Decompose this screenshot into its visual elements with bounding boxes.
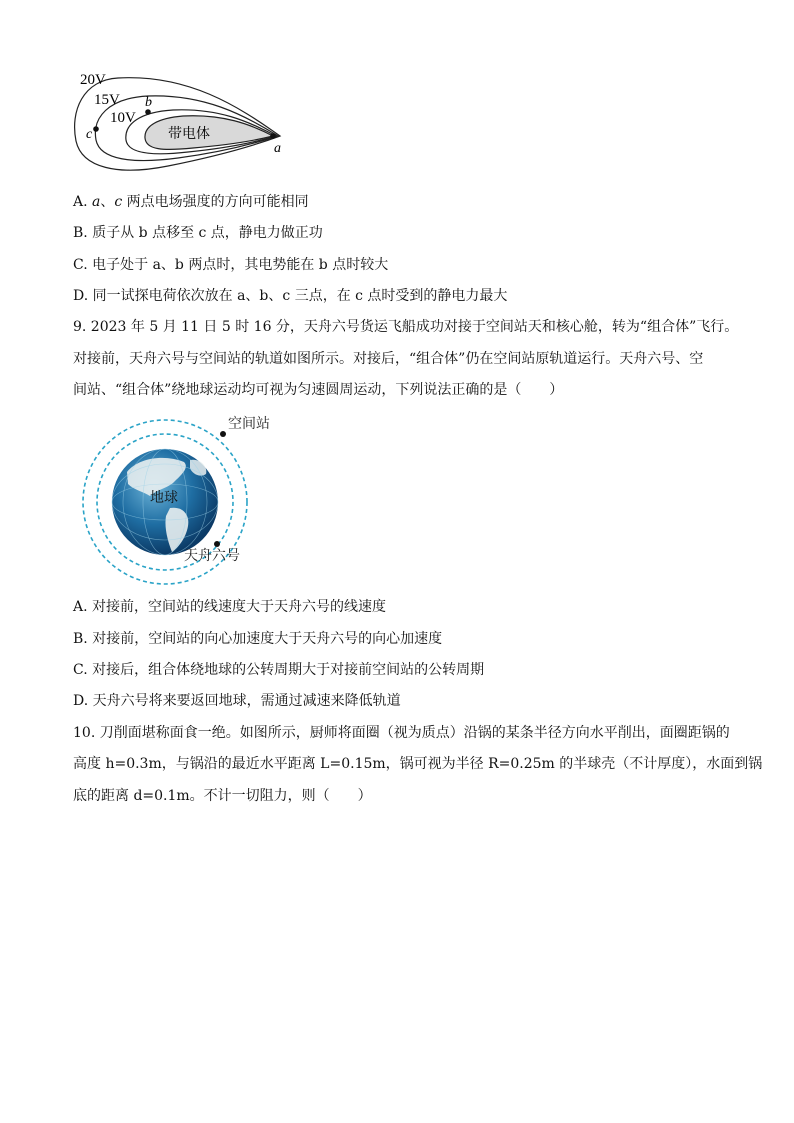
label-tianzhou: 天舟六号 (184, 548, 240, 564)
q9-option-b: B. 对接前，空间站的向心加速度大于天舟六号的向心加速度 (73, 631, 443, 647)
q9-line-3: 间站、“组合体”绕地球运动均可视为匀速圆周运动，下列说法正确的是（ ） (73, 382, 564, 398)
space-station-point (220, 431, 226, 437)
orbit-figure (72, 410, 272, 590)
q10-line-2: 高度 h=0.3m，与锅沿的最近水平距离 L=0.15m，锅可视为半径 R=0.25m 的半球壳（不计厚度），水面到锅 (73, 756, 763, 772)
label-20v: 20V (80, 72, 106, 88)
label-charged-body: 带电体 (168, 126, 210, 142)
q8-option-a: A. a、c 两点电场强度的方向可能相同 (73, 194, 309, 210)
label-b: b (145, 95, 152, 110)
point-c (93, 126, 99, 132)
q9-line-2: 对接前，天舟六号与空间站的轨道如图所示。对接后，“组合体”仍在空间站原轨道运行。天舟六号、空 (73, 351, 704, 367)
q10-line-1: 10. 刀削面堪称面食一绝。如图所示，厨师将面圈（视为质点）沿锅的某条半径方向水平削出，面圈距锅的 (73, 725, 730, 741)
tianzhou-point (214, 541, 220, 547)
q8-option-c: C. 电子处于 a、b 两点时，其电势能在 b 点时较大 (73, 257, 389, 273)
q8-option-b: B. 质子从 b 点移至 c 点，静电力做正功 (73, 225, 323, 241)
q9-option-a: A. 对接前，空间站的线速度大于天舟六号的线速度 (73, 599, 387, 615)
q9-option-c: C. 对接后，组合体绕地球的公转周期大于对接前空间站的公转周期 (73, 662, 485, 678)
label-earth: 地球 (150, 490, 178, 506)
point-a (270, 133, 276, 139)
label-10v: 10V (110, 110, 136, 126)
q10-line-3: 底的距离 d=0.1m。不计一切阻力，则（ ） (73, 788, 372, 804)
label-a: a (274, 141, 281, 156)
label-15v: 15V (94, 92, 120, 108)
label-c: c (86, 127, 93, 142)
equipotential-figure (68, 66, 298, 186)
q9-line-1: 9. 2023 年 5 月 11 日 5 时 16 分，天舟六号货运飞船成功对接于空间站天和核心舱，转为“组合体”飞行。 (73, 319, 739, 335)
label-space-station: 空间站 (228, 416, 270, 432)
q8-option-d: D. 同一试探电荷依次放在 a、b、c 三点，在 c 点时受到的静电力最大 (73, 288, 508, 304)
point-b (145, 109, 151, 115)
q9-option-d: D. 天舟六号将来要返回地球，需通过减速来降低轨道 (73, 693, 401, 709)
